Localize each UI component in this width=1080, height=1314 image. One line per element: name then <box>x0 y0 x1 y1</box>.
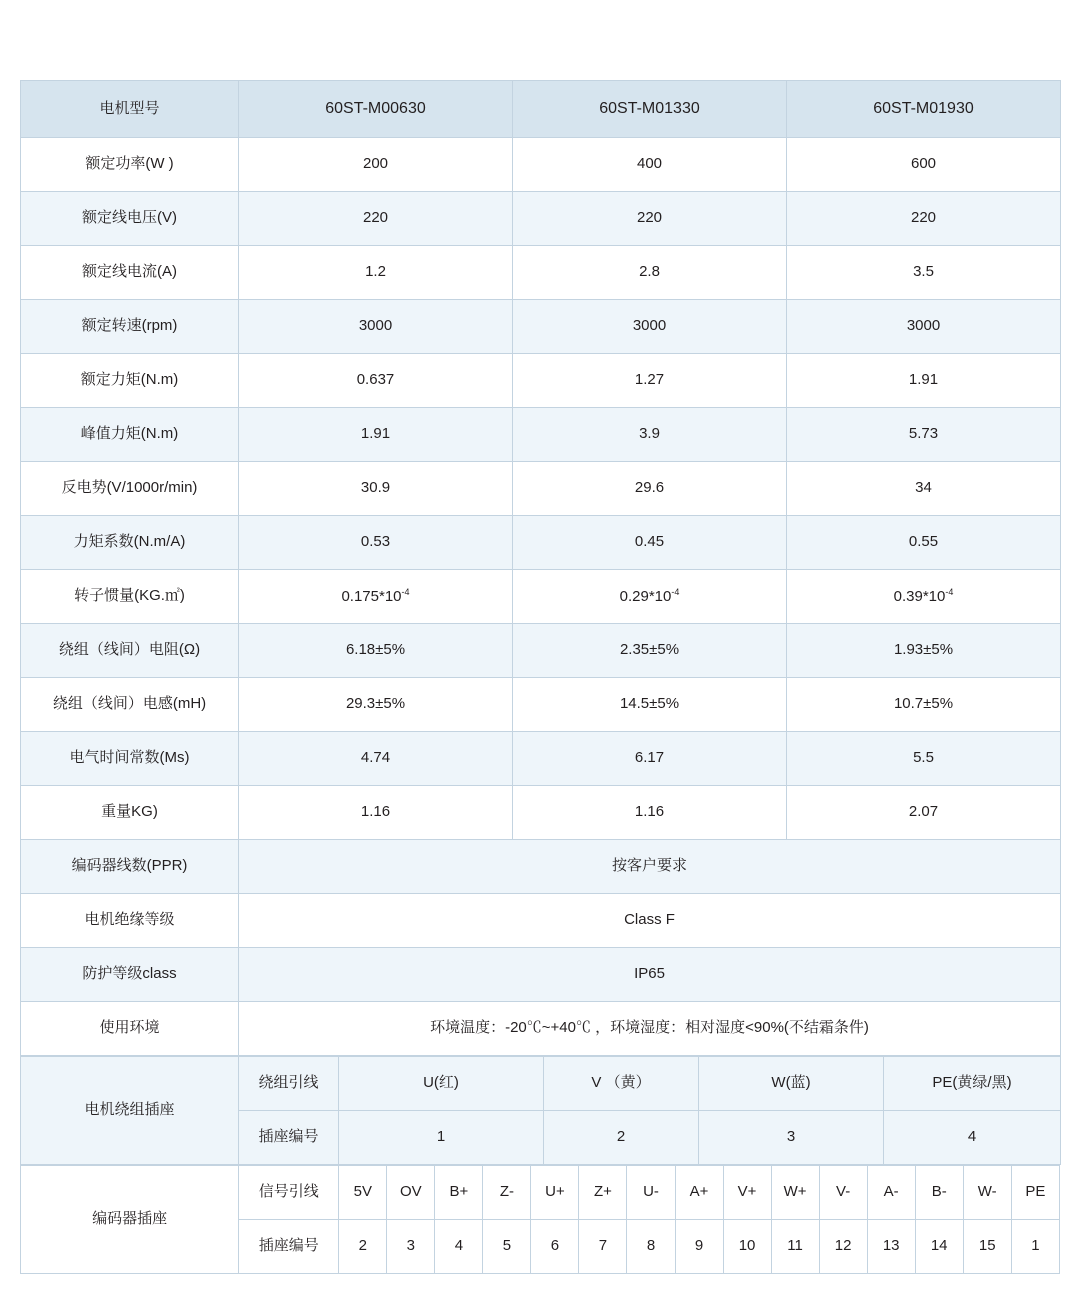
row-label: 编码器线数(PPR) <box>21 840 239 894</box>
row-value: 3000 <box>787 300 1061 354</box>
encoder-number: 12 <box>819 1220 867 1274</box>
encoder-number: 8 <box>627 1220 675 1274</box>
winding-lead-pe: PE(黄绿/黑) <box>884 1057 1061 1111</box>
winding-lead-u: U(红) <box>339 1057 544 1111</box>
row-value-merged: Class F <box>239 894 1061 948</box>
encoder-number: 15 <box>963 1220 1011 1274</box>
encoder-signal-row <box>21 1166 1060 1220</box>
encoder-signal: OV <box>387 1166 435 1220</box>
winding-lead-w: W(蓝) <box>699 1057 884 1111</box>
table-row <box>21 732 1061 786</box>
row-value: 220 <box>239 192 513 246</box>
row-value: 3000 <box>239 300 513 354</box>
table-row <box>21 300 1061 354</box>
winding-number-row-label: 插座编号 <box>239 1111 339 1165</box>
table-row-merged <box>21 1002 1061 1056</box>
row-value: 2.8 <box>513 246 787 300</box>
encoder-number: 5 <box>483 1220 531 1274</box>
row-value: 6.17 <box>513 732 787 786</box>
encoder-number: 6 <box>531 1220 579 1274</box>
table-row <box>21 462 1061 516</box>
row-value-merged: IP65 <box>239 948 1061 1002</box>
encoder-signal: W- <box>963 1166 1011 1220</box>
encoder-signal: U- <box>627 1166 675 1220</box>
table-row <box>21 138 1061 192</box>
table-row <box>21 192 1061 246</box>
motor-specification-table <box>20 80 1061 1056</box>
encoder-number: 14 <box>915 1220 963 1274</box>
row-label: 防护等级class <box>21 948 239 1002</box>
row-value: 3000 <box>513 300 787 354</box>
row-value: 5.73 <box>787 408 1061 462</box>
encoder-signal-row-label: 信号引线 <box>239 1166 339 1220</box>
row-label: 额定转速(rpm) <box>21 300 239 354</box>
row-label: 额定力矩(N.m) <box>21 354 239 408</box>
row-label: 力矩系数(N.m/A) <box>21 516 239 570</box>
row-label: 转子惯量(KG.㎡) <box>21 570 239 624</box>
encoder-number: 7 <box>579 1220 627 1274</box>
row-label: 绕组（线间）电感(mH) <box>21 678 239 732</box>
table-row-merged <box>21 840 1061 894</box>
encoder-signal: B- <box>915 1166 963 1220</box>
encoder-number: 1 <box>1011 1220 1059 1274</box>
row-label: 电气时间常数(Ms) <box>21 732 239 786</box>
winding-number-4: 4 <box>884 1111 1061 1165</box>
encoder-signal: 5V <box>339 1166 387 1220</box>
encoder-signal: V+ <box>723 1166 771 1220</box>
row-value: 0.45 <box>513 516 787 570</box>
table-row <box>21 354 1061 408</box>
row-value: 3.5 <box>787 246 1061 300</box>
row-label: 电机绝缘等级 <box>21 894 239 948</box>
table-row <box>21 246 1061 300</box>
encoder-signal: U+ <box>531 1166 579 1220</box>
row-value: 1.27 <box>513 354 787 408</box>
row-label: 额定功率(W ) <box>21 138 239 192</box>
motor-socket-label: 电机绕组插座 <box>21 1057 239 1165</box>
row-value: 220 <box>513 192 787 246</box>
table-row <box>21 786 1061 840</box>
encoder-number: 2 <box>339 1220 387 1274</box>
table-row <box>21 678 1061 732</box>
encoder-number: 11 <box>771 1220 819 1274</box>
row-value: 1.93±5% <box>787 624 1061 678</box>
row-value: 200 <box>239 138 513 192</box>
row-value: 0.55 <box>787 516 1061 570</box>
row-label: 峰值力矩(N.m) <box>21 408 239 462</box>
encoder-signal: A- <box>867 1166 915 1220</box>
motor-winding-socket-table <box>20 1056 1061 1165</box>
winding-number-3: 3 <box>699 1111 884 1165</box>
row-value: 1.16 <box>239 786 513 840</box>
row-label: 绕组（线间）电阻(Ω) <box>21 624 239 678</box>
encoder-number: 9 <box>675 1220 723 1274</box>
model-header-2: 60ST-M01330 <box>513 81 787 138</box>
table-row <box>21 408 1061 462</box>
row-value: 29.3±5% <box>239 678 513 732</box>
exponent: -4 <box>945 586 954 597</box>
row-value: 0.637 <box>239 354 513 408</box>
table-row <box>21 624 1061 678</box>
encoder-number-row-label: 插座编号 <box>239 1220 339 1274</box>
row-value: 2.07 <box>787 786 1061 840</box>
row-value: $0.29*10^{-4}$ <box>513 570 787 624</box>
winding-number-1: 1 <box>339 1111 544 1165</box>
encoder-signal: V- <box>819 1166 867 1220</box>
table-row-merged <box>21 894 1061 948</box>
row-value: 6.18±5% <box>239 624 513 678</box>
row-value-merged: 环境温度：-20℃~+40℃ ，环境湿度：相对湿度<90%(不结霜条件) <box>239 1002 1061 1056</box>
row-value: 3.9 <box>513 408 787 462</box>
row-value: 600 <box>787 138 1061 192</box>
row-value: 1.91 <box>787 354 1061 408</box>
row-label: 重量KG) <box>21 786 239 840</box>
row-value: $0.39*10^{-4}$ <box>787 570 1061 624</box>
table-row-merged <box>21 948 1061 1002</box>
row-value: 220 <box>787 192 1061 246</box>
encoder-signal: PE <box>1011 1166 1059 1220</box>
row-value: 29.6 <box>513 462 787 516</box>
row-value: $0.175*10^{-4}$ <box>239 570 513 624</box>
row-value-merged: 按客户要求 <box>239 840 1061 894</box>
row-value: 0.53 <box>239 516 513 570</box>
winding-lead-row <box>21 1057 1061 1111</box>
row-label: 额定线电流(A) <box>21 246 239 300</box>
row-value: 34 <box>787 462 1061 516</box>
row-label: 反电势(V/1000r/min) <box>21 462 239 516</box>
header-row-label: 电机型号 <box>21 81 239 138</box>
row-value: 1.2 <box>239 246 513 300</box>
winding-number-2: 2 <box>544 1111 699 1165</box>
encoder-number: 4 <box>435 1220 483 1274</box>
row-value: 14.5±5% <box>513 678 787 732</box>
row-value: 5.5 <box>787 732 1061 786</box>
table-row <box>21 570 1061 624</box>
winding-lead-row-label: 绕组引线 <box>239 1057 339 1111</box>
encoder-number: 10 <box>723 1220 771 1274</box>
row-value: 10.7±5% <box>787 678 1061 732</box>
encoder-signal: Z- <box>483 1166 531 1220</box>
row-value: 30.9 <box>239 462 513 516</box>
row-value: 2.35±5% <box>513 624 787 678</box>
model-header-3: 60ST-M01930 <box>787 81 1061 138</box>
encoder-signal: A+ <box>675 1166 723 1220</box>
exponent: -4 <box>671 586 680 597</box>
row-label: 额定线电压(V) <box>21 192 239 246</box>
model-header-1: 60ST-M00630 <box>239 81 513 138</box>
table-row <box>21 516 1061 570</box>
encoder-socket-label: 编码器插座 <box>21 1166 239 1274</box>
table-header-row <box>21 81 1061 138</box>
row-value: 1.16 <box>513 786 787 840</box>
row-label: 使用环境 <box>21 1002 239 1056</box>
row-value: 400 <box>513 138 787 192</box>
encoder-signal: Z+ <box>579 1166 627 1220</box>
encoder-signal: B+ <box>435 1166 483 1220</box>
encoder-signal: W+ <box>771 1166 819 1220</box>
encoder-number: 3 <box>387 1220 435 1274</box>
exponent: -4 <box>401 586 410 597</box>
row-value: 1.91 <box>239 408 513 462</box>
encoder-socket-table <box>20 1165 1060 1274</box>
row-value: 4.74 <box>239 732 513 786</box>
encoder-number: 13 <box>867 1220 915 1274</box>
winding-lead-v: V （黄） <box>544 1057 699 1111</box>
